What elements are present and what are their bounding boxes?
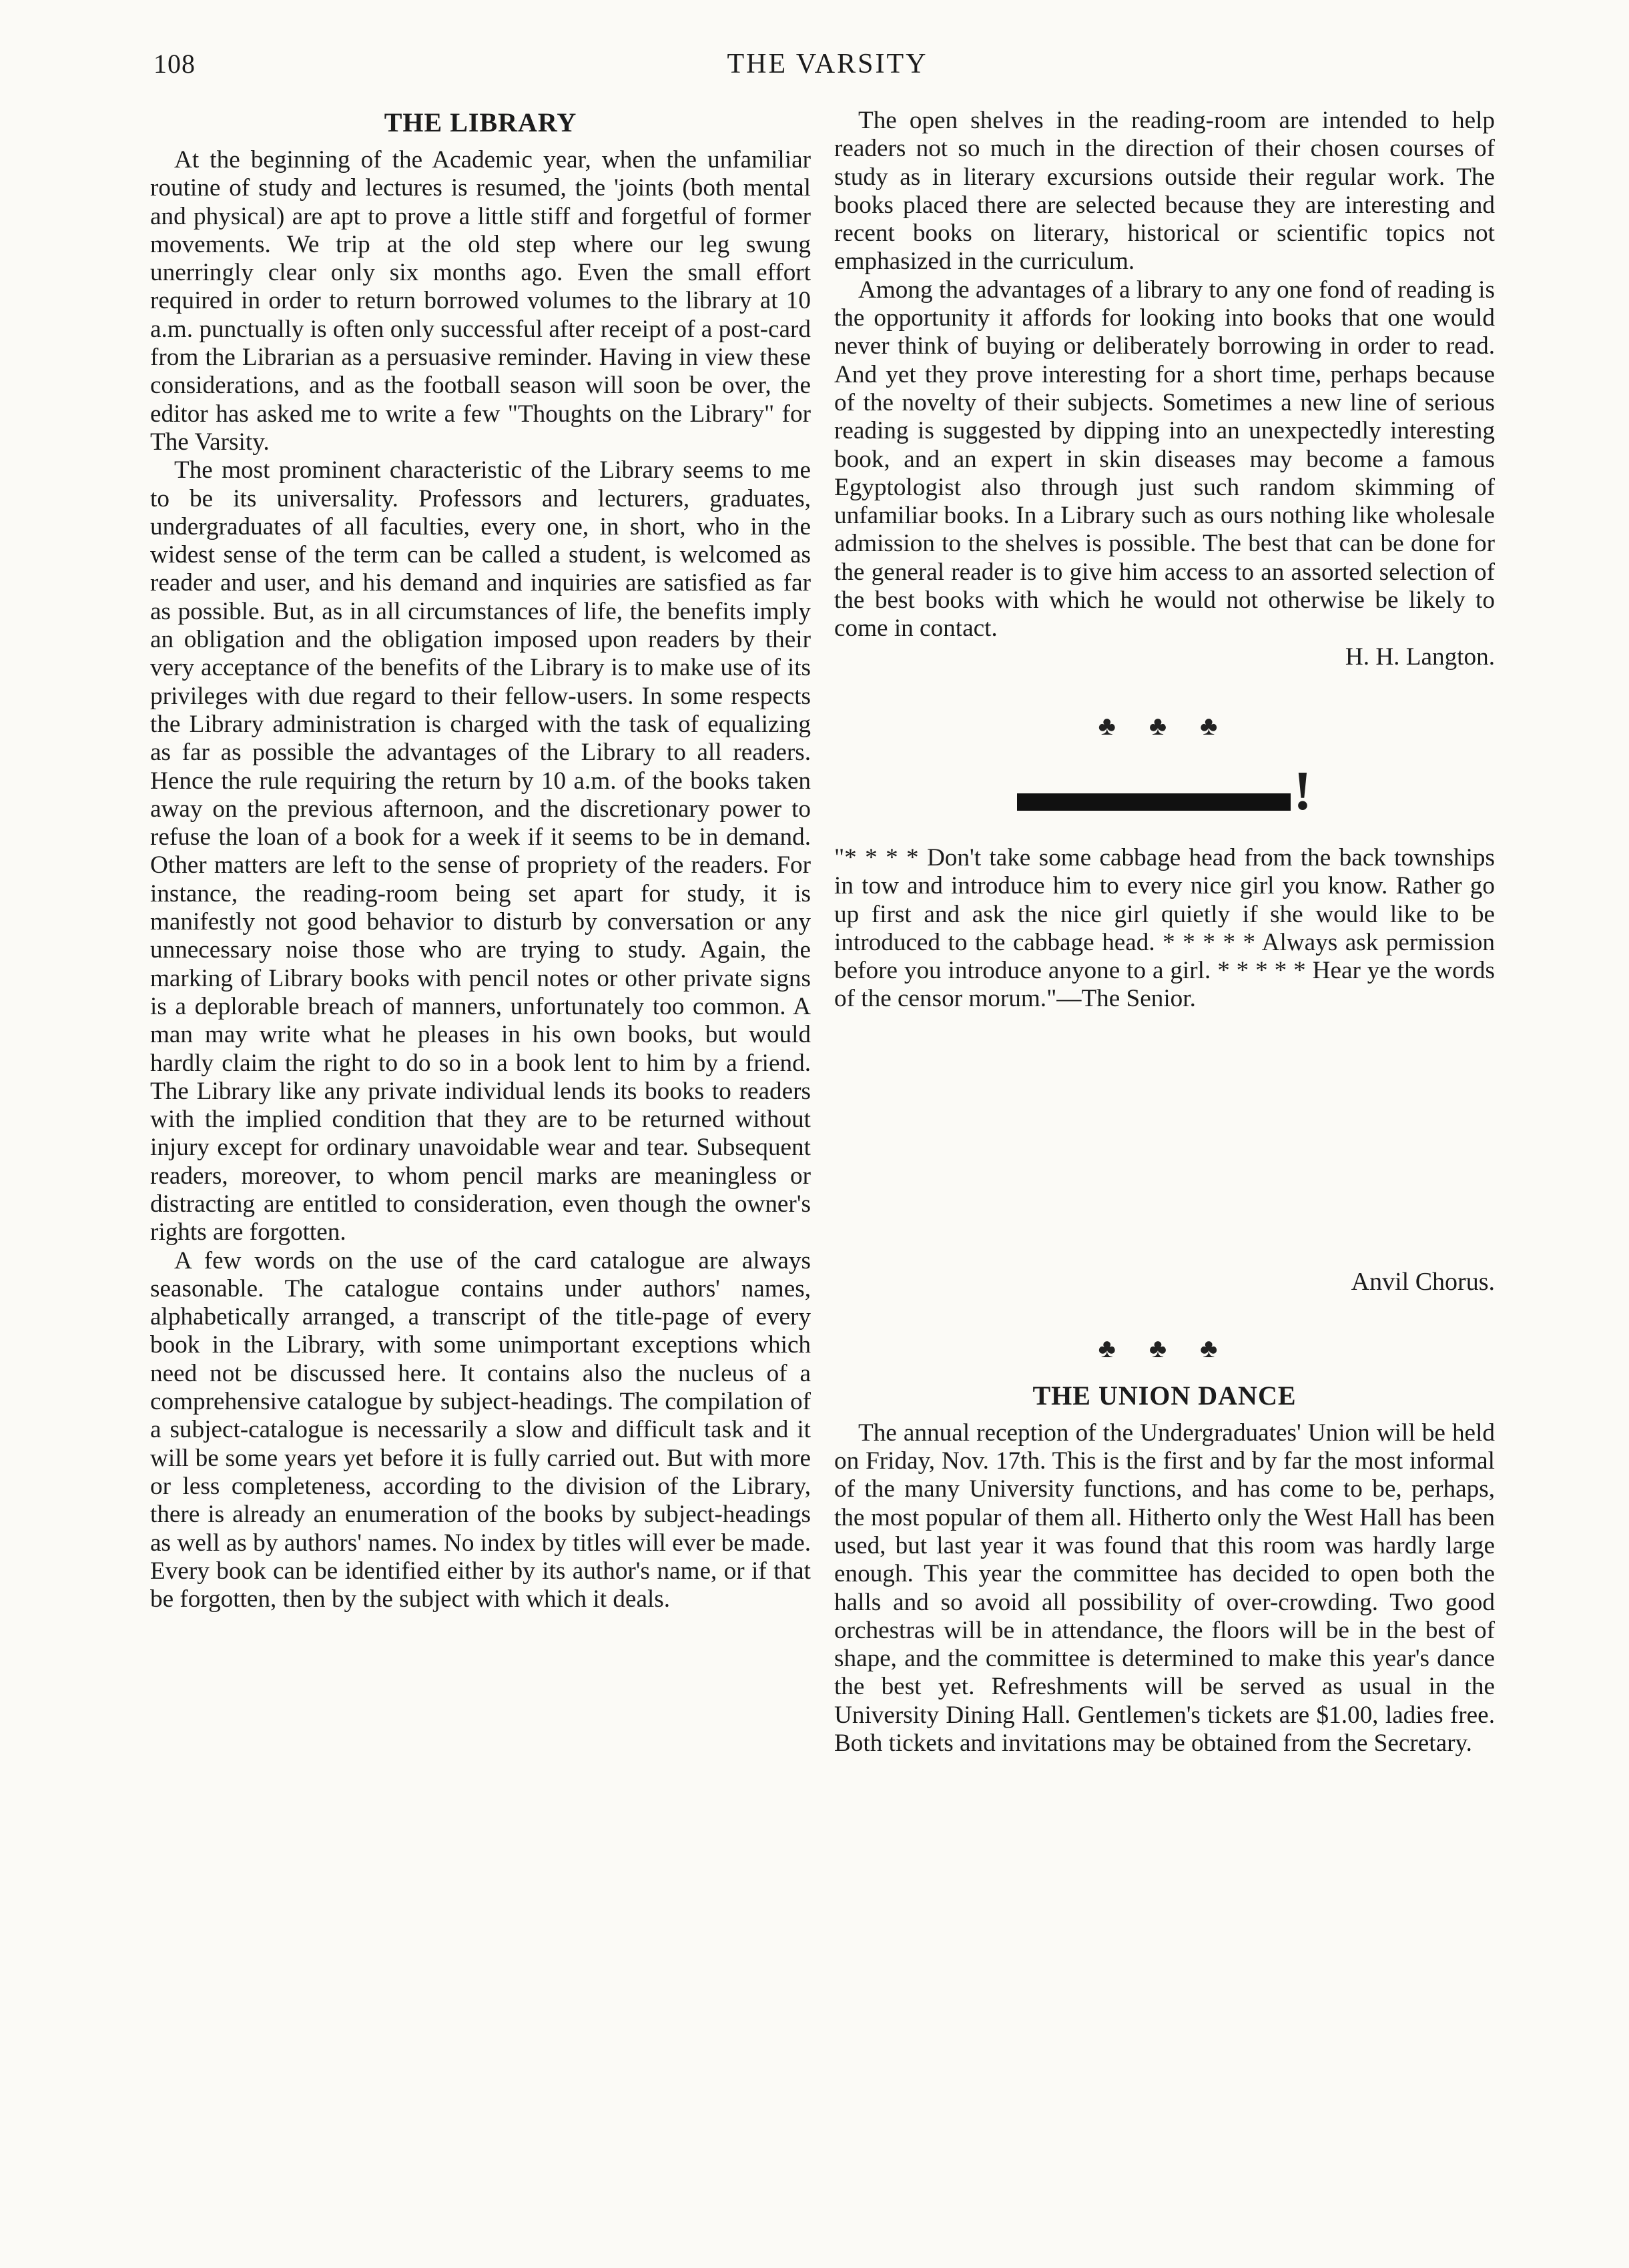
right-column bbox=[834, 107, 1495, 1758]
page-number: 108 bbox=[153, 49, 196, 79]
club-separator: ♣ ♣ ♣ bbox=[1098, 710, 1231, 741]
library-paragraph-3: A few words on the use of the card catalogue are always seasonable. The catalogue contains under authors' names, alphabetically arranged, a transcript of the title-page of every book in the Library, with some unimportant exceptions which need not be discussed here. It contains also the nucleus of a comprehensive catalogue by subject-headings. The compilation of a subject-catalogue is necessarily a slow and difficult task and it will be some years yet before it is fully carried out. But with more or less completeness, according to the division of the Library, there is already an enumeration of the books by subject-headings as well as by authors' names. No index by titles will ever be made. Every book can be identified either by its author's name, or if that be forgotten, then by the subject with which it deals. bbox=[150, 1246, 811, 1613]
union-dance-paragraph: The annual reception of the Undergraduates' Union will be held on Friday, Nov. 17th. This is the first and by far the most informal of the many University functions, and has come to be, perhaps, the most popular of them all. Hitherto only the West Hall has been used, but last year it was found that this room was hardly large enough. This year the committee has decided to open both the halls and so avoid all possibility of over-crowding. Two good orchestras will be in attendance, the floors will be in the best of shape, and the committee is determined to make this year's dance the best yet. Refreshments will be served as usual in the University Dining Hall. Gentlemen's tickets are $1.00, ladies free. Both tickets and invitations may be obtained from the Secretary. bbox=[834, 1419, 1495, 1757]
library-paragraph-5: Among the advantages of a library to any one fond of reading is the opportunity it affords for looking into books that one would never think of buying or deliberately borrowing in order to read. And yet they prove interesting for a short time, perhaps because of the novelty of their subjects. Sometimes a new line of serious reading is suggested by dipping into an unexpectedly interesting book, and an expert in skin diseases may become a famous Egyptologist also through just such random skimming of unfamiliar books. In a Library such as ours nothing like wholesale admission to the shelves is possible. The best that can be done for the general reader is to give him access to an assorted selection of the best books with which he would not otherwise be likely to come in contact. bbox=[834, 276, 1495, 643]
club-separator-2: ♣ ♣ ♣ bbox=[1098, 1333, 1231, 1363]
quote-text: "* * * * Don't take some cabbage head from the back townships in tow and introduce him to every nice girl you know. Rather go up first and ask the nice girl quietly if she would like to be introduced to the cabbage head. * * * * * Always ask permission before you introduce anyone to a girl. * * * * * Hear ye the words of the censor morum."—The Senior. bbox=[834, 843, 1495, 1013]
page-header bbox=[153, 48, 1502, 88]
library-signature: H. H. Langton. bbox=[1345, 643, 1495, 671]
exclamation-mark: ! bbox=[1293, 759, 1312, 822]
dash-bar bbox=[1017, 793, 1291, 811]
library-paragraph-1: At the beginning of the Academic year, when the unfamiliar routine of study and lectures is resumed, the 'joints (both mental and physical) are apt to prove a little stiff and forgetful of former movements. We trip at the old step where our leg swung unerringly clear only six months ago. Even the small effort required in order to return borrowed volumes to the library at 10 a.m. punctually is often only successful after receipt of a post-card from the Librarian as a persuasive reminder. Having in view these considerations, and as the football season will soon be over, the editor has asked me to write a few "Thoughts on the Library" for The Varsity. bbox=[150, 146, 811, 456]
library-paragraph-4: The open shelves in the reading-room are intended to help readers not so much in the direction of their chosen courses of study as in literary excursions outside their regular work. The books placed there are selected because they are interesting and recent books on literary, historical or scientific topics not emphasized in the curriculum. bbox=[834, 107, 1495, 276]
running-title: THE VARSITY bbox=[727, 49, 928, 79]
library-article-title: THE LIBRARY bbox=[384, 107, 577, 137]
left-column bbox=[150, 107, 811, 1613]
library-paragraph-2: The most prominent characteristic of the Library seems to me to be its universality. Professors and lecturers, graduates, undergraduates of all faculties, every one, in short, who in the widest sense of the term can be called a student, is welcomed as reader and user, and his demand and inquiries are satisfied as far as possible. But, as in all circumstances of life, the benefits imply an obligation and the obligation imposed upon readers by their very acceptance of the benefits of the Library is to make use of its privileges with due regard to their fellow-users. In some respects the Library administration is charged with the task of equalizing as far as possible the advantages of the Library to all readers. Hence the rule requiring the return by 10 a.m. of the books taken away on the previous afternoon, and the discretionary power to refuse the loan of a book for a week if it seems to be in demand. Other matters are left to the sense of propriety of the readers. For instance, the reading-room being set apart for study, it is manifestly not good behavior to disturb by conversation or any unnecessary noise those who are trying to study. Again, the marking of Library books with pencil notes or other private signs is a deplorable breach of manners, unfortunately too common. A man may write what he pleases in his own books, but would hardly claim the right to do so in a book lent to him by a friend. The Library like any private individual lends its books to readers with the implied condition that they are to be returned without injury except for ordinary unavoidable wear and tear. Subsequent readers, moreover, to whom pencil marks are meaningless or distracting are entitled to consideration, even though the owner's rights are forgotten. bbox=[150, 456, 811, 1246]
union-dance-title: THE UNION DANCE bbox=[1032, 1380, 1297, 1411]
exclamation-quote bbox=[834, 844, 1495, 1014]
quote-author: Anvil Chorus. bbox=[1351, 1267, 1495, 1296]
exclamation-title bbox=[834, 759, 1495, 822]
